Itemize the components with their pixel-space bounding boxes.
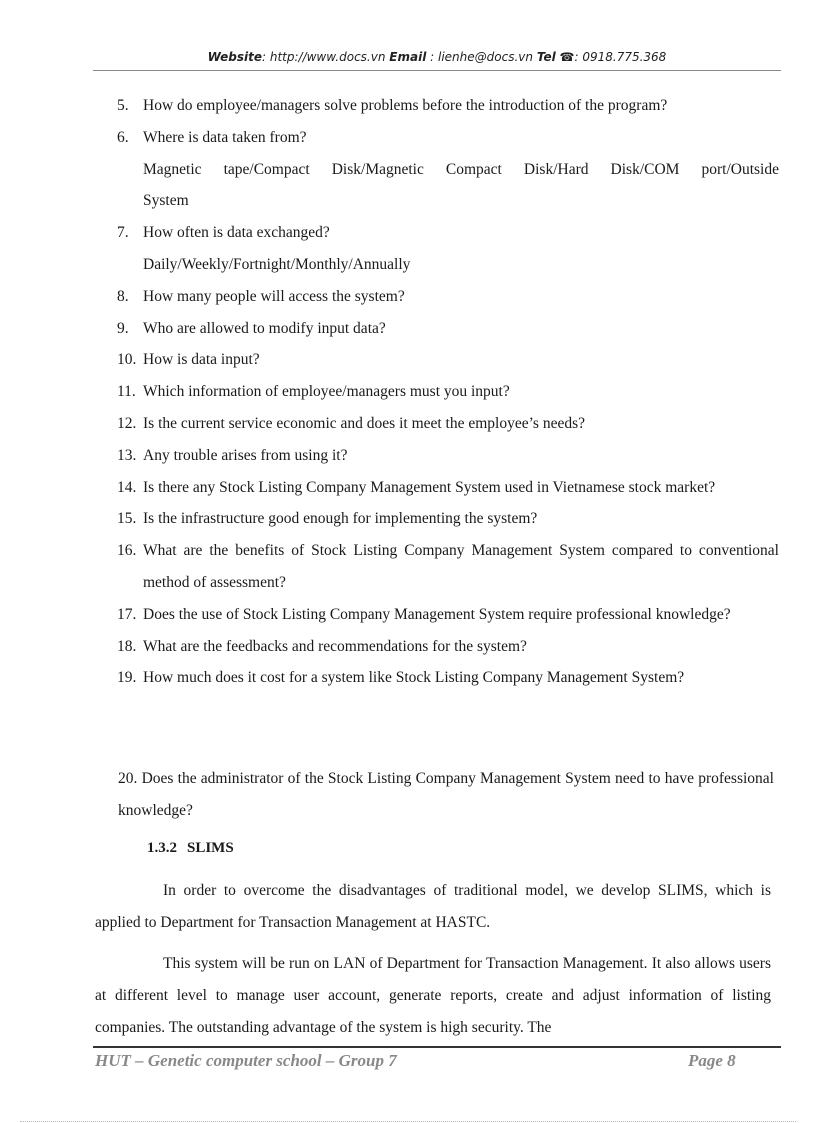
question-item: 16. What are the benefits of Stock Listing Company Management System compared to conventional method of assessment? (93, 535, 779, 599)
website-label: Website (207, 50, 262, 64)
question-item: 18. What are the feedbacks and recommendations for the system? (93, 631, 779, 663)
question-text: Is the current service economic and does it meet the employee’s needs? (143, 414, 586, 432)
website-value: : http://www.docs.vn (262, 50, 386, 64)
footer-title: HUT – Genetic computer school – Group 7 (95, 1051, 397, 1070)
question-text: What are the benefits of Stock Listing Company Management System compared to conventional method of assessment? (143, 542, 779, 591)
question-subtext: Daily/Weekly/Fortnight/Monthly/Annually (143, 255, 411, 273)
page-bottom-divider (20, 1121, 796, 1122)
question-text: Any trouble arises from using it? (143, 446, 348, 464)
question-text: Does the use of Stock Listing Company Management System require professional knowledge? (143, 605, 731, 623)
footer-rule (93, 1046, 781, 1048)
question-list (93, 90, 779, 694)
question-item: 15. Is the infrastructure good enough for implementing the system? (93, 503, 779, 535)
header-rule (93, 70, 781, 71)
question-item: 11. Which information of employee/managers must you input? (93, 376, 779, 408)
question-text: How many people will access the system? (143, 287, 405, 305)
question-subtext: Magnetic tape/Compact Disk/Magnetic Compact Disk/Hard Disk/COM port/Outside (143, 160, 779, 178)
question-item: 6. Where is data taken from? Magnetic tape/Compact Disk/Magnetic Compact Disk/Hard Disk/COM port/Outside System (93, 122, 779, 217)
question-item: 19. How much does it cost for a system like Stock Listing Company Management System? (93, 662, 779, 694)
phone-icon: ☎ (559, 50, 575, 64)
question-text: How do employee/managers solve problems before the introduction of the program? (143, 97, 668, 114)
question-item: 9. Who are allowed to modify input data? (93, 313, 779, 345)
question-item: 12. Is the current service economic and does it meet the employee’s needs? (93, 408, 779, 440)
question-text: Which information of employee/managers must you input? (143, 383, 510, 401)
question-text: How is data input? (143, 351, 260, 369)
question-subtext: System (143, 192, 189, 210)
tel-label: Tel (536, 50, 556, 64)
question-item: 14. Is there any Stock Listing Company Management System used in Vietnamese stock market? (93, 472, 779, 504)
section-heading (147, 840, 234, 857)
question-item: 8. How many people will access the system? (93, 281, 779, 313)
question-text: Where is data taken from? (143, 128, 307, 146)
tel-value: : 0918.775.368 (574, 50, 667, 64)
question-text: Is the infrastructure good enough for implementing the system? (143, 510, 538, 528)
question-text: What are the feedbacks and recommendations for the system? (143, 637, 527, 655)
question-text: How much does it cost for a system like Stock Listing Company Management System? (143, 669, 685, 687)
question-text: Who are allowed to modify input data? (143, 319, 386, 337)
question-20: 20. Does the administrator of the Stock Listing Company Management System need to have professional knowledge? (118, 770, 774, 819)
question-item: 5. How do employee/managers solve problems before the introduction of the program? (93, 90, 779, 122)
page-number: Page 8 (688, 1051, 736, 1070)
email-value: : lienhe@docs.vn (430, 50, 533, 64)
page-header (93, 50, 781, 64)
question-item: 10. How is data input? (93, 344, 779, 376)
question-item: 7. How often is data exchanged? Daily/Weekly/Fortnight/Monthly/Annually (93, 217, 779, 281)
section-title: SLIMS (187, 840, 234, 856)
question-item: 17. Does the use of Stock Listing Company Management System require professional knowledge? (93, 599, 779, 631)
question-text: How often is data exchanged? (143, 224, 330, 242)
email-label: Email (389, 50, 427, 64)
question-item: 13. Any trouble arises from using it? (93, 440, 779, 472)
paragraph: This system will be run on LAN of Department for Transaction Management. It also allows users at different level to manage user account, generate reports, create and adjust information of listing companies. The outstanding advantage of the system is high security. The (95, 955, 771, 1036)
section-number: 1.3.2 (147, 840, 177, 856)
paragraph: In order to overcome the disadvantages of traditional model, we develop SLIMS, which is applied to Department for Transaction Management at HASTC. (95, 882, 771, 931)
question-text: Is there any Stock Listing Company Management System used in Vietnamese stock market? (143, 478, 716, 496)
